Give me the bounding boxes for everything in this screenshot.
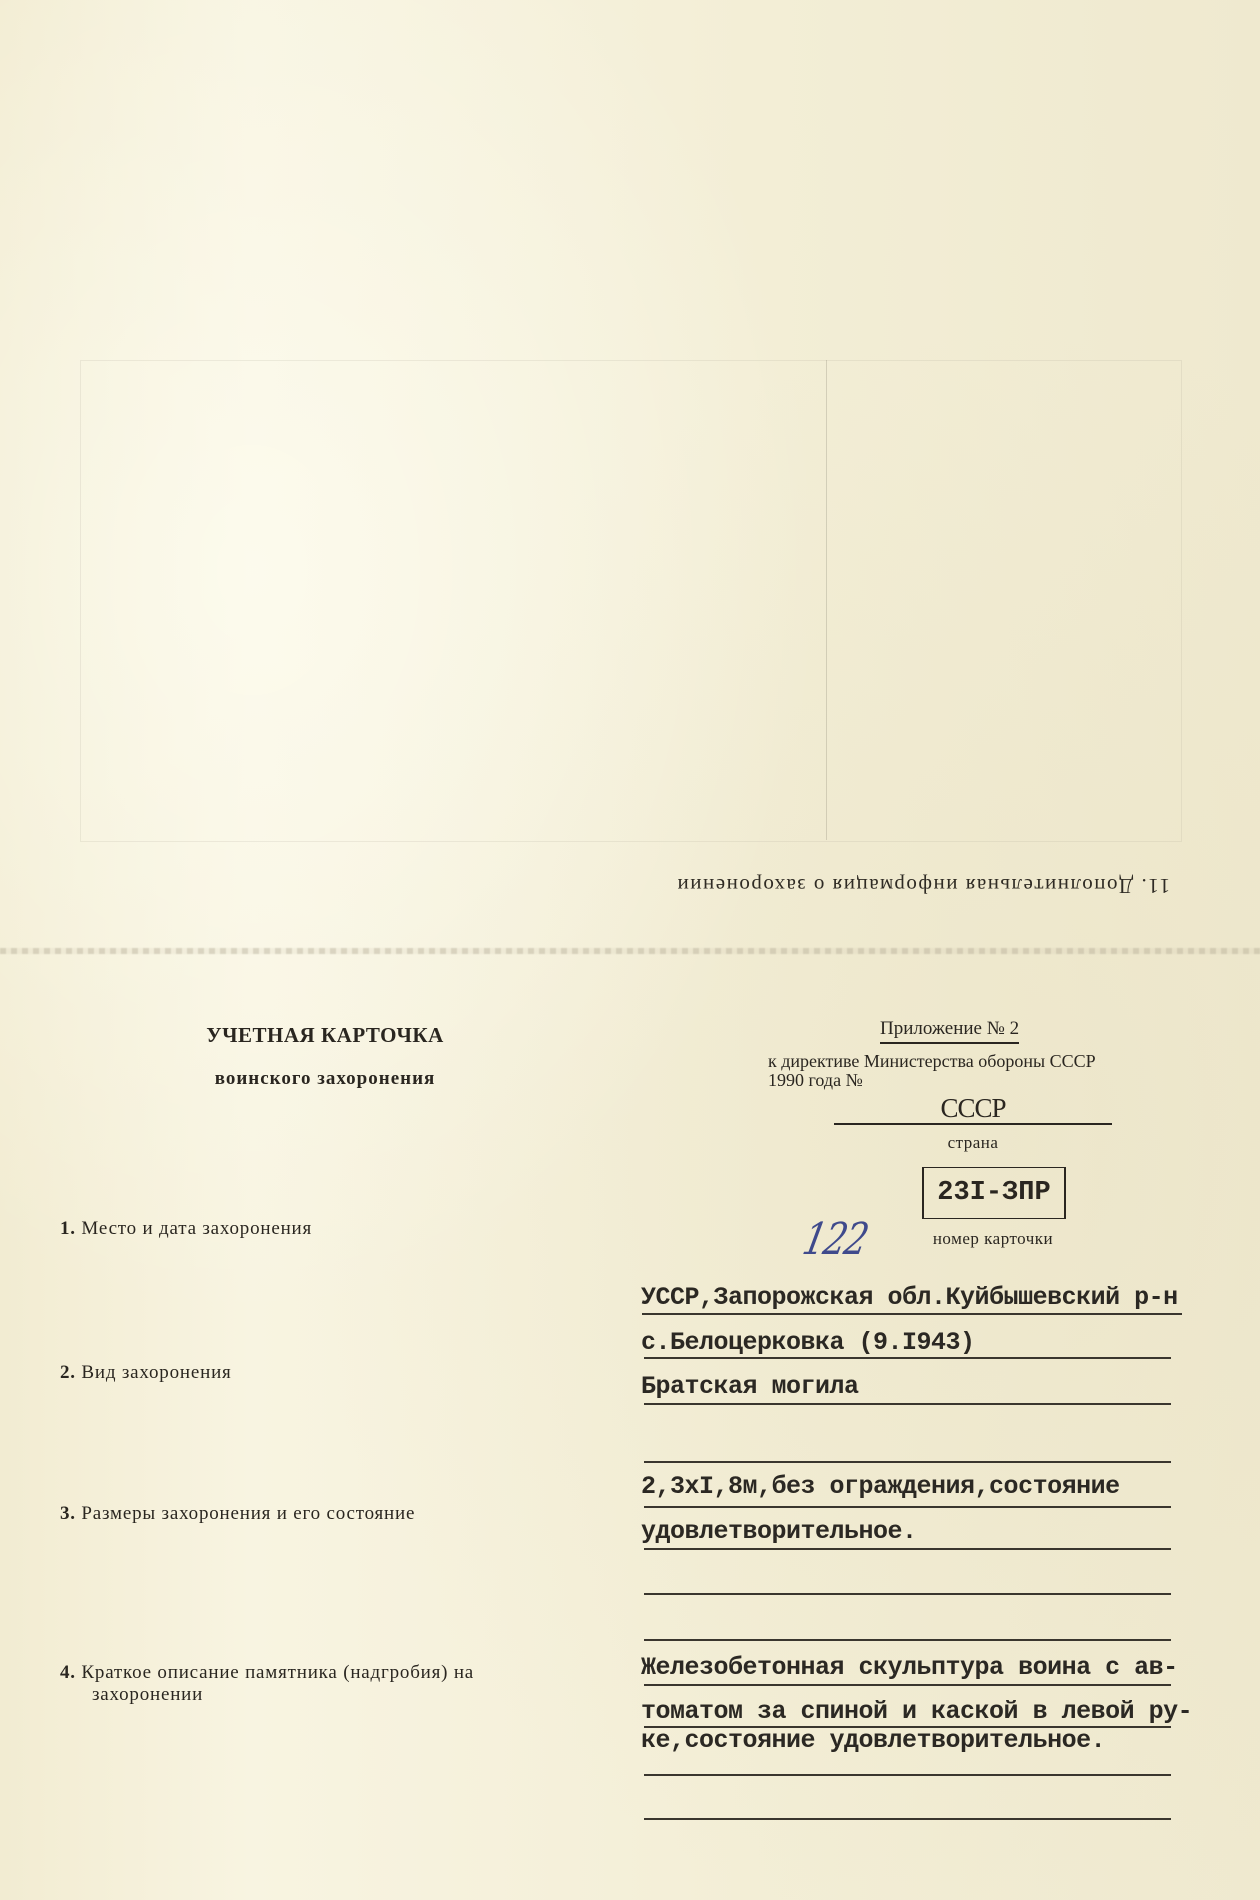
field-4-line-2: томатом за спиной и каской в левой ру- <box>641 1697 1193 1726</box>
field-3-label <box>60 1503 415 1524</box>
field-4-label-line-2: захоронении <box>92 1684 204 1705</box>
field-4-number: 4. <box>60 1662 76 1683</box>
back-side-section-11-heading: 11. Дополнительная информация о захоронении <box>676 874 1170 898</box>
appendix-title: Приложение № 2 <box>880 1018 1019 1044</box>
field-3-number: 3. <box>60 1503 76 1524</box>
field-2-label-text: Вид захоронения <box>81 1362 232 1383</box>
field-1-label <box>60 1218 312 1239</box>
field-1-line-2: с.Белоцерковка (9.I943) <box>641 1328 975 1357</box>
field-1-label-text: Место и дата захоронения <box>81 1218 313 1239</box>
field-3-rule-3 <box>644 1593 1171 1595</box>
field-1-rule-1 <box>642 1313 1182 1315</box>
back-side-frame <box>80 360 1182 842</box>
field-4-line-3: ке,состояние удовлетворительное. <box>641 1726 1106 1755</box>
back-side-divider <box>826 360 827 840</box>
field-4-rule-3 <box>644 1774 1171 1776</box>
appendix-directive-line: к директиве Министерства обороны СССР <box>768 1051 1096 1071</box>
field-3-rule-1 <box>644 1506 1171 1508</box>
field-2-label <box>60 1362 232 1383</box>
handwritten-note: 122 <box>798 1214 872 1265</box>
card-title: УЧЕТНАЯ КАРТОЧКА <box>206 1023 444 1047</box>
field-3-label-text: Размеры захоронения и его состояние <box>81 1503 416 1524</box>
card-subtitle: воинского захоронения <box>214 1068 436 1089</box>
field-4-rule-4 <box>644 1818 1171 1820</box>
country-field: СССР <box>834 1093 1112 1125</box>
field-3-line-1: 2,3хI,8м,без ограждения,состояние <box>641 1472 1120 1501</box>
appendix-year-line: 1990 года № <box>768 1070 863 1090</box>
field-1-line-1: УССР,Запорожская обл.Куйбышевский р-н <box>641 1283 1178 1312</box>
field-4-rule-1 <box>644 1684 1171 1686</box>
field-3-rule-4 <box>644 1639 1171 1641</box>
field-4-line-1: Железобетонная скульптура воина с ав- <box>641 1653 1178 1682</box>
field-3-line-2: удовлетворительное. <box>641 1517 917 1546</box>
field-1-rule-2 <box>644 1357 1171 1359</box>
field-1-number: 1. <box>60 1218 76 1239</box>
card-number-caption: номер карточки <box>932 1229 1054 1248</box>
field-2-line-1: Братская могила <box>641 1372 859 1401</box>
field-4-label-text: Краткое описание памятника (надгробия) на <box>81 1662 475 1683</box>
field-2-rule-2 <box>644 1461 1171 1463</box>
field-4-label <box>60 1662 474 1683</box>
fold-line <box>0 948 1260 954</box>
card-number: 23I-ЗПР <box>937 1178 1051 1208</box>
field-3-rule-2 <box>644 1548 1171 1550</box>
field-2-rule-1 <box>644 1403 1171 1405</box>
field-2-number: 2. <box>60 1362 76 1383</box>
card-number-box <box>922 1167 1066 1219</box>
country-caption: страна <box>947 1133 999 1152</box>
